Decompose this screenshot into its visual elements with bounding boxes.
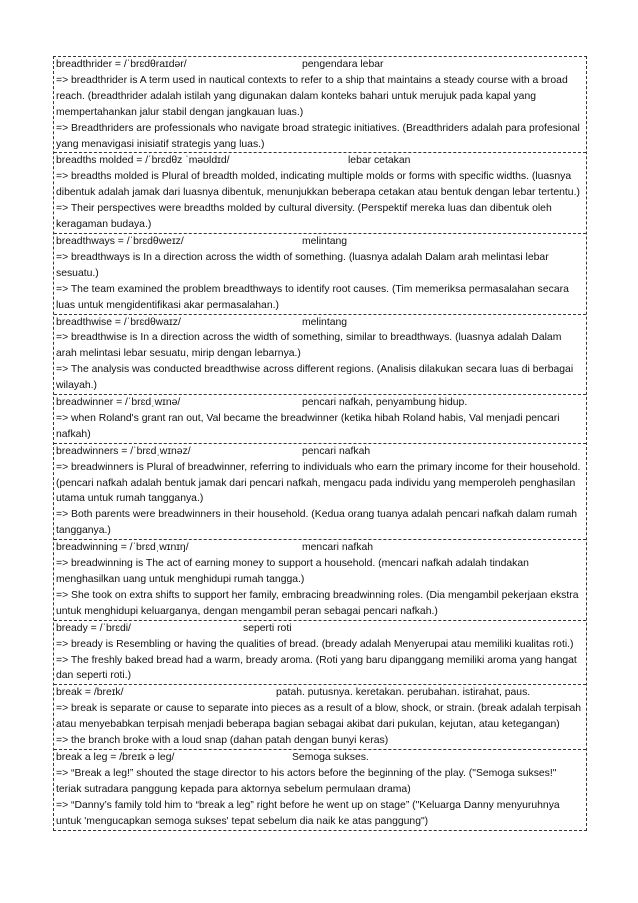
entry-term: breadthrider = /ˈbrɛdθraɪdər/ [56,59,187,70]
entry-example-line: => breadwinning is The act of earning money to support a household. (mencari nafkah adalah tindakan menghasilkan uang untuk menghidupi rumah tangga.) [56,558,529,585]
dictionary-entry [54,395,586,444]
entry-heading [56,57,584,73]
entry-heading [56,621,584,637]
entry-example-line: => breadthways is In a direction across the width of something. (luasnya adalah Dalam arah melintasi lebar sesuatu.) [56,251,549,279]
entry-example-line: => breadthrider is A term used in nautical contexts to refer to a ship that maintains a steady course with a broad reach. (breadthrider adalah istilah yang digunakan dalam konteks bahari untuk merujuk pada kapal yang mempertahankan jalur stabil dengan jangkauan luas.) [56,74,568,118]
entry-heading [56,234,584,250]
dictionary-entry [54,750,586,830]
entry-translation: patah. putusnya. keretakan. perubahan. istirahat, paus. [276,687,531,699]
entry-heading [56,153,584,169]
dictionary-entry [54,153,586,234]
entry-term: bready = /ˈbrɛdi/ [56,622,131,634]
entry-example-line: => “Break a leg!” shouted the stage director to his actors before the beginning of the play. ("Semoga sukses!" teriak sutradara panggung kepada para aktornya sebelum permulaan drama) [56,767,557,795]
dictionary-entry [54,685,586,750]
entry-term: break a leg = /breɪk ə leg/ [56,751,175,763]
entry-term: breadwinning = /ˈbrɛdˌwɪnɪŋ/ [56,542,189,554]
dictionary-table [53,56,587,831]
entry-heading [56,750,584,766]
entry-translation: Semoga sukses. [292,751,369,763]
entry-translation: mencari nafkah [302,542,374,554]
entry-translation: pengendara lebar [302,59,384,70]
dictionary-entry [54,540,586,621]
entry-term: breadths molded = /ˈbrɛdθz ˈməʊldɪd/ [56,155,230,167]
entry-example-line: => The freshly baked bread had a warm, bready aroma. (Roti yang baru dipanggang memiliki aroma yang hangat dan seperti roti.) [56,654,577,682]
entry-heading [56,315,584,331]
entry-example-line: => Breadthriders are professionals who navigate broad strategic initiatives. (Breadthriders adalah para profesional yang menavigasi inisiatif strategis yang luas.) [56,122,580,150]
dictionary-entry [54,234,586,315]
entry-heading [56,444,584,460]
entry-example-line: => breadths molded is Plural of breadth molded, indicating multiple molds or forms with specific widths. (luasnya dibentuk adalah jamak dari luasnya dibentuk, menunjukkan beberapa cetakan atau bentuk dengan lebar tertentu.) [56,171,580,199]
entry-translation: pencari nafkah, penyambung hidup. [302,397,468,409]
dictionary-entry [54,444,586,540]
entry-example-line: => bready is Resembling or having the qualities of bread. (bready adalah Menyerupai atau memiliki kualitas roti.) [56,638,574,650]
dictionary-entry [54,621,586,686]
entry-term: break = /breɪk/ [56,687,124,699]
entry-example-line: => The team examined the problem breadthways to identify root causes. (Tim memeriksa permasalahan secara luas untuk mengidentifikasi akar permasalahan.) [56,283,569,311]
entry-translation: lebar cetakan [348,155,411,167]
entry-example-line: => “Danny’s family told him to “break a leg” right before he went up on stage” ("Keluarga Danny menyuruhnya untuk 'mengucapkan semoga sukses' tepat sebelum dia naik ke atas panggung") [56,799,560,827]
entry-translation: melintang [302,235,348,247]
entry-example-line: => when Roland's grant ran out, Val became the breadwinner (ketika hibah Roland habis, Val menjadi pencari nafkah) [56,412,560,440]
entry-example-line: => breadthwise is In a direction across the width of something, similar to breadthways. (luasnya adalah Dalam arah melintasi lebar sesuatu, mirip dengan lebarnya.) [56,332,562,360]
dictionary-entry [54,315,586,396]
entry-example-line: => breadwinners is Plural of breadwinner, referring to individuals who earn the primary income for their household. (pencari nafkah adalah bentuk jamak dari pencari nafkah, mengacu pada individu yang memperoleh penghasilan utama untuk rumah tangganya.) [56,461,581,505]
entry-heading [56,540,584,556]
entry-example-line: => break is separate or cause to separate into pieces as a result of a blow, shock, or strain. (break adalah terpisah atau menyebabkan terpisah menjadi beberapa bagian sebagai akibat dari pukulan, kejutan, atau ketegangan) [56,703,582,731]
entry-translation: seperti roti [243,622,292,634]
entry-term: breadwinner = /ˈbrɛdˌwɪnə/ [56,397,181,409]
entry-heading [56,685,584,701]
entry-example-line: => Their perspectives were breadths molded by cultural diversity. (Perspektif mereka luas dan dibentuk oleh keragaman budaya.) [56,203,552,231]
entry-example-line: => She took on extra shifts to support her family, embracing breadwinning roles. (Dia mengambil pekerjaan ekstra untuk menghidupi keluarganya, dengan mengambil peran sebagai pencari nafkah.) [56,589,579,617]
entry-term: breadwinners = /ˈbrɛdˌwɪnəz/ [56,445,191,457]
entry-example-line: => the branch broke with a loud snap (dahan patah dengan bunyi keras) [56,735,389,747]
entry-example-line: => Both parents were breadwinners in their household. (Kedua orang tuanya adalah pencari nafkah dalam rumah tangganya.) [56,509,578,537]
entry-translation: melintang [302,316,348,328]
entry-term: breadthways = /ˈbrɛdθweɪz/ [56,235,184,247]
entry-translation: pencari nafkah [302,445,371,457]
entry-heading [56,395,584,411]
entry-example-line: => The analysis was conducted breadthwise across different regions. (Analisis dilakukan secara luas di berbagai wilayah.) [56,364,574,392]
dictionary-entry [54,57,586,153]
entry-term: breadthwise = /ˈbrɛdθwaɪz/ [56,316,181,328]
